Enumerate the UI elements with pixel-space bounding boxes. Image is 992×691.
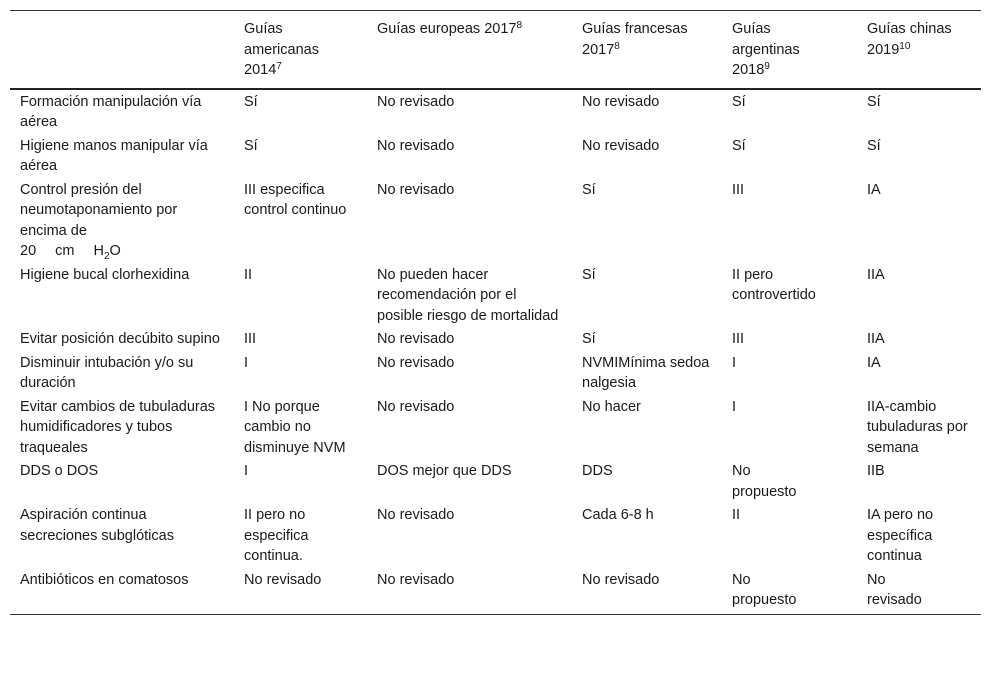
row-label: Antibióticos en comatosos [20,571,189,588]
header-cell-empty [10,11,234,89]
cell-european: No revisado [377,93,455,110]
header-cell-chinese: Guías chinas 2019$^{10}$ [867,21,952,58]
row-label: Evitar posición decúbito supino [20,331,220,347]
row-label: Higiene manos manipular vía aérea [20,137,208,174]
cell-european: No pueden hacer recomendación por el posible riesgo de mortalidad [377,266,559,324]
cell-french: DDS [582,463,613,479]
cell-european: No revisado [377,507,455,523]
cell-chinese: IIA-cambio tubuladuras por semana [867,398,968,456]
row-label: Formación manipulación vía aérea [20,93,202,130]
cell-american: II pero no especifica continua. [244,507,309,564]
cell-american: III especifica control continuo [244,181,347,218]
cell-french: NVMIMínima sedoanalgesia [582,354,710,391]
row-label: Evitar cambios de tubuladuras humidificadores y tubos traqueales [20,398,216,456]
cell-chinese: Sí [867,137,881,154]
cell-european: DOS mejor que DDS [377,463,512,479]
cell-american: I [244,463,249,479]
cell-chinese: IA [867,354,881,371]
table-row [10,263,981,328]
header-row [10,11,981,89]
cell-french: No revisado [582,137,660,154]
guidelines-table-container [10,10,981,615]
cell-argentine: No propuesto [732,463,797,500]
table-row [10,351,981,395]
cell-european: No revisado [377,331,455,347]
table-row [10,89,981,134]
table-row [10,503,981,568]
row-label: Higiene bucal clorhexidina [20,266,190,283]
table-header [10,11,981,89]
cell-french: Sí [582,266,596,283]
cell-american: II [244,266,253,283]
cell-chinese: IA pero no específica continua [867,507,934,564]
table-row [10,459,981,503]
cell-argentine: Sí [732,93,746,110]
table-row [10,178,981,263]
cell-argentine: II pero controvertido [732,266,816,303]
cell-american: III [244,331,257,347]
cell-argentine: Sí [732,137,746,154]
cell-american: No revisado [244,571,322,588]
cell-argentine: II [732,507,741,523]
guidelines-comparison-table [10,10,981,615]
cell-american: Sí [244,137,258,154]
row-label: Aspiración continua secreciones subglóticas [20,507,174,544]
cell-american: I [244,354,249,371]
cell-french: Sí [582,181,596,198]
row-label: DDS o DOS [20,463,99,479]
table-row [10,568,981,615]
header-cell-argentine: Guías argentinas 2018$^9$ [732,21,800,78]
table-row [10,134,981,178]
cell-french: No revisado [582,571,660,588]
header-cell-french: Guías francesas 2017$^8$ [582,21,688,58]
cell-chinese: IIB [867,463,885,479]
cell-french: No hacer [582,398,641,415]
cell-argentine: No propuesto [732,571,797,608]
table-body [10,89,981,615]
cell-chinese: No revisado [867,571,922,608]
cell-french: Sí [582,331,596,347]
header-cell-american: Guías americanas 2014$^7$ [244,21,319,78]
cell-european: No revisado [377,354,455,371]
cell-european: No revisado [377,571,455,588]
cell-argentine: III [732,181,745,198]
row-label: Control presión del neumotaponamiento por encima de 20 cm $H_2O$ [20,181,178,262]
cell-european: No revisado [377,181,455,198]
cell-european: No revisado [377,398,455,415]
table-row [10,395,981,460]
row-label: Disminuir intubación y/o su duración [20,354,194,391]
cell-chinese: IIA [867,266,885,283]
cell-french: Cada 6-8 h [582,507,654,523]
table-row [10,327,981,351]
header-cell-european: Guías europeas 2017$^8$ [377,20,523,37]
cell-chinese: Sí [867,93,881,110]
cell-european: No revisado [377,137,455,154]
cell-french: No revisado [582,93,660,110]
cell-argentine: I [732,398,737,415]
cell-american: Sí [244,93,258,110]
cell-argentine: I [732,354,737,371]
cell-chinese: IA [867,181,881,198]
cell-argentine: III [732,331,745,347]
cell-american: I No porque cambio no disminuye NVM [244,398,346,456]
cell-chinese: IIA [867,331,885,347]
